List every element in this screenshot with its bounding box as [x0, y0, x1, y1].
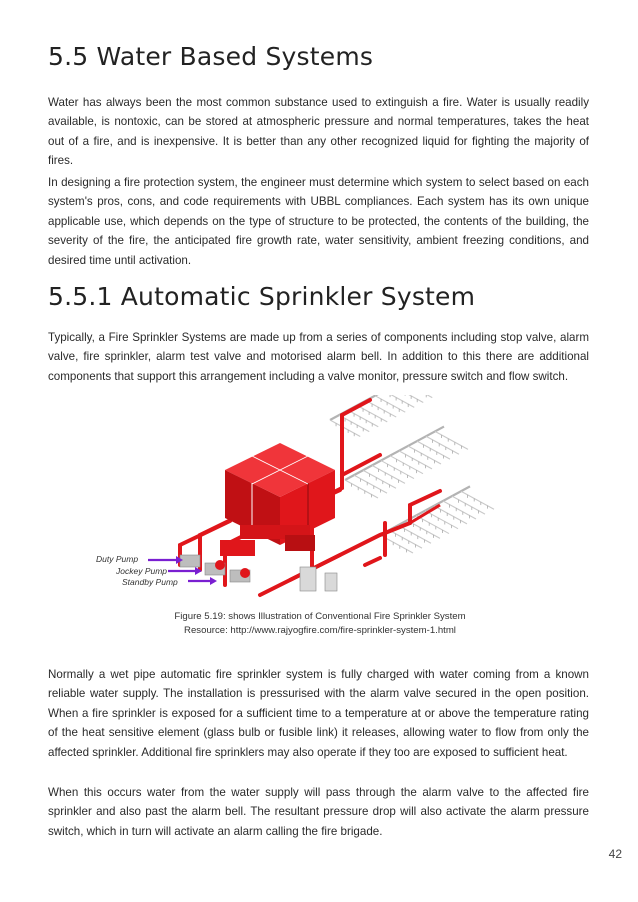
subsection-paragraph-3: When this occurs water from the water supply will pass through the alarm valve to the affected fire sprinkler and also past the alarm bell. The resultant pressure drop will also activate the alarm pressure switch, which in turn will activate an alarm calling the fire brigade. [48, 786, 589, 838]
section-paragraph-1: Water has always been the most common substance used to extinguish a fire. Water is usually readily available, is nontoxic, can be stored at atmospheric pressure and normal temperatures, takes the heat out of a fire, and is inexpensive. It is better than any other recognized liquid for fighting the majority of fires. [48, 96, 589, 168]
sprinkler-branch-lines [330, 395, 494, 553]
section-paragraph-2: In designing a fire protection system, the engineer must determine which system to select based on each system's pros, cons, and code requirements with UBBL compliances. Each system has its own unique applicable use, which depends on the type of structure to be protected, the contents of the building, the severity of the fire, the anticipated fire growth rate, water sensitivity, ambient freezing conditions, and desired time until activation. [48, 176, 589, 267]
subsection-paragraph-1: Typically, a Fire Sprinkler Systems are made up from a series of components including stop valve, alarm valve, fire sprinkler, alarm test valve and motorised alarm bell. In addition to this there are additional components that support this arrangement including a valve monitor, pressure switch and flow switch. [48, 331, 589, 383]
duty-pump-label: Duty Pump [96, 554, 139, 564]
standby-pump-label: Standby Pump [122, 577, 178, 587]
figure-source: Resource: http://www.rajyogfire.com/fire-sprinkler-system-1.html [184, 625, 456, 636]
page-number: 42 [608, 847, 622, 861]
figure-caption: Figure 5.19: shows Illustration of Conventional Fire Sprinkler System [174, 611, 466, 622]
section-heading: 5.5 Water Based Systems [48, 42, 374, 71]
subsection-paragraph-2: Normally a wet pipe automatic fire sprinkler system is fully charged with water coming from a known reliable water supply. The installation is pressurised with the alarm valve secured in the open position. When a fire sprinkler is exposed for a sufficient time to a temperature at or above the temperature rating of the heat sensitive element (glass bulb or fusible link) it releases, allowing water to flow from only the affected sprinkler. Additional fire sprinklers may also operate if they too are exposed to sufficient heat. [48, 668, 589, 759]
subsection-heading: 5.5.1 Automatic Sprinkler System [48, 282, 476, 311]
jockey-pump-label: Jockey Pump [116, 566, 168, 576]
